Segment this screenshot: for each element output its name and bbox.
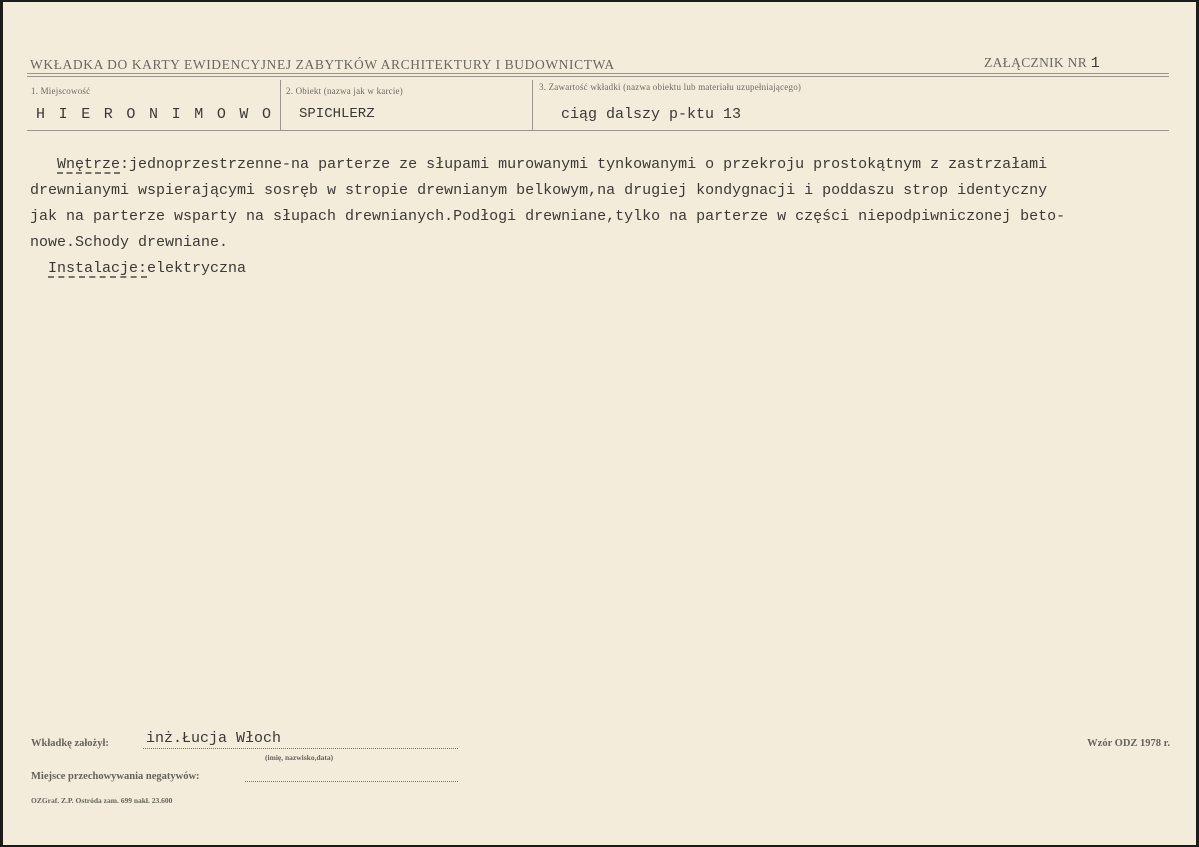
annex-number: 1 [1090, 55, 1100, 72]
record-sheet [3, 2, 1196, 845]
author-hint: (imię, nazwisko,data) [265, 753, 334, 762]
fields-rule-bottom [27, 130, 1169, 131]
form-template-info: Wzór ODZ 1978 r. [1087, 738, 1170, 749]
form-title: WKŁADKA DO KARTY EWIDENCYJNEJ ZABYTKÓW ARCHITEKTURY I BUDOWNICTWA [30, 57, 615, 72]
author-dotted-line [143, 748, 458, 749]
header-rule-top-2 [27, 76, 1169, 77]
header-rule-top [27, 73, 1169, 74]
field-label-content: 3. Zawartość wkładki (nazwa obiektu lub materiału uzupełniającego) [539, 82, 802, 92]
interior-text-1: :jednoprzestrzenne-na parterze ze słupami murowanymi tynkowanymi o przekroju prostokątnym z zastrzałami [120, 156, 1048, 173]
storage-label: Miejsce przechowywania negatywów: [31, 771, 200, 782]
interior-paragraph-line-2: drewnianymi wspierającymi sosręb w stropie drewnianym belkowym,na drugiej kondygnacji i poddaszu strop identyczny [30, 182, 1048, 199]
interior-paragraph-line-4: nowe.Schody drewniane. [30, 234, 229, 251]
annex-label [984, 55, 1100, 72]
field-label-object: 2. Obiekt (nazwa jak w karcie) [286, 86, 403, 96]
installations-line [30, 256, 1190, 282]
interior-heading: Wnętrze [57, 156, 121, 173]
field-value-object: SPICHLERZ [299, 106, 375, 122]
storage-dotted-line [245, 781, 458, 782]
author-value: inż.Łucja Włoch [146, 730, 282, 747]
field-divider-2 [532, 80, 533, 130]
installations-heading: Instalacje: [48, 260, 148, 277]
field-value-content: ciąg dalszy p-ktu 13 [561, 106, 742, 123]
field-label-locality: 1. Miejscowość [31, 86, 91, 96]
description-text [30, 152, 1190, 282]
installations-text: elektryczna [147, 260, 247, 277]
print-info: OZGraf. Z.P. Ostróda zam. 699 nakł. 23.600 [31, 796, 173, 805]
interior-paragraph-line-1 [30, 152, 1190, 178]
author-label: Wkładkę założył: [31, 738, 109, 749]
field-value-locality: H I E R O N I M O W O [36, 106, 274, 123]
annex-label-text: ZAŁĄCZNIK NR [984, 55, 1087, 70]
interior-paragraph-line-3: jak na parterze wsparty na słupach drewnianych.Podłogi drewniane,tylko na parterze w części niepodpiwniczonej beto- [30, 208, 1066, 225]
field-divider-1 [280, 80, 281, 130]
